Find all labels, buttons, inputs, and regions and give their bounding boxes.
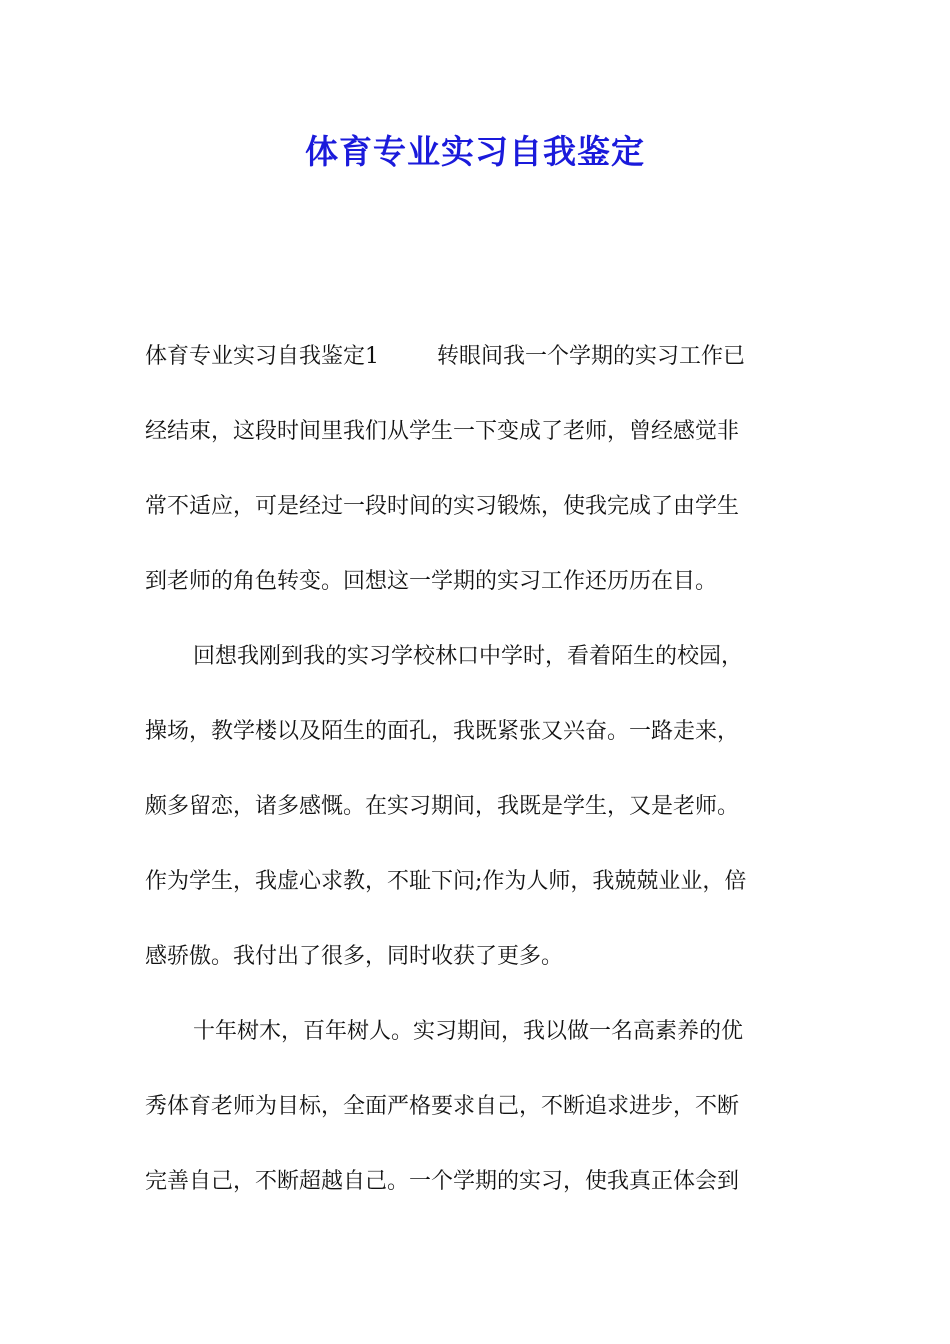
paragraph-2 [145, 638, 807, 1013]
line-gap [145, 826, 807, 864]
paragraph-1 [145, 338, 807, 638]
section-heading: 体育专业实习自我鉴定1 [145, 344, 379, 369]
paragraph-line: 操场，教学楼以及陌生的面孔，我既紧张又兴奋。一路走来， [145, 719, 740, 744]
line-gap [145, 976, 807, 1014]
document-title: 体育专业实习自我鉴定 [305, 132, 645, 171]
line-gap [145, 526, 807, 564]
paragraph-line: 常不适应，可是经过一段时间的实习锻炼，使我完成了由学生 [145, 494, 740, 519]
line-gap [145, 751, 807, 789]
paragraph-line [145, 338, 807, 376]
paragraph-line: 回想我刚到我的实习学校林口中学时，看着陌生的校园， [193, 644, 744, 669]
paragraph-text: 转眼间我一个学期的实习工作已 [437, 344, 746, 369]
paragraph-line: 十年树木，百年树人。实习期间，我以做一名高素养的优 [193, 1019, 744, 1044]
paragraph-3 [145, 1013, 807, 1201]
line-gap [145, 901, 807, 939]
line-gap [145, 601, 807, 639]
line-gap [145, 1126, 807, 1164]
line-gap [145, 676, 807, 714]
paragraph-line: 作为学生，我虚心求教，不耻下问;作为人师，我兢兢业业，倍 [145, 869, 747, 894]
paragraph-line: 感骄傲。我付出了很多，同时收获了更多。 [145, 944, 564, 969]
line-gap [145, 376, 807, 414]
line-gap [145, 1051, 807, 1089]
paragraph-line: 秀体育老师为目标，全面严格要求自己，不断追求进步，不断 [145, 1094, 740, 1119]
document-body [145, 338, 807, 1201]
paragraph-line: 颇多留恋，诸多感慨。在实习期间，我既是学生，又是老师。 [145, 794, 740, 819]
paragraph-line: 到老师的角色转变。回想这一学期的实习工作还历历在目。 [145, 569, 718, 594]
paragraph-line: 经结束，这段时间里我们从学生一下变成了老师，曾经感觉非 [145, 419, 740, 444]
paragraph-line: 完善自己，不断超越自己。一个学期的实习，使我真正体会到 [145, 1169, 740, 1194]
line-gap [145, 451, 807, 489]
